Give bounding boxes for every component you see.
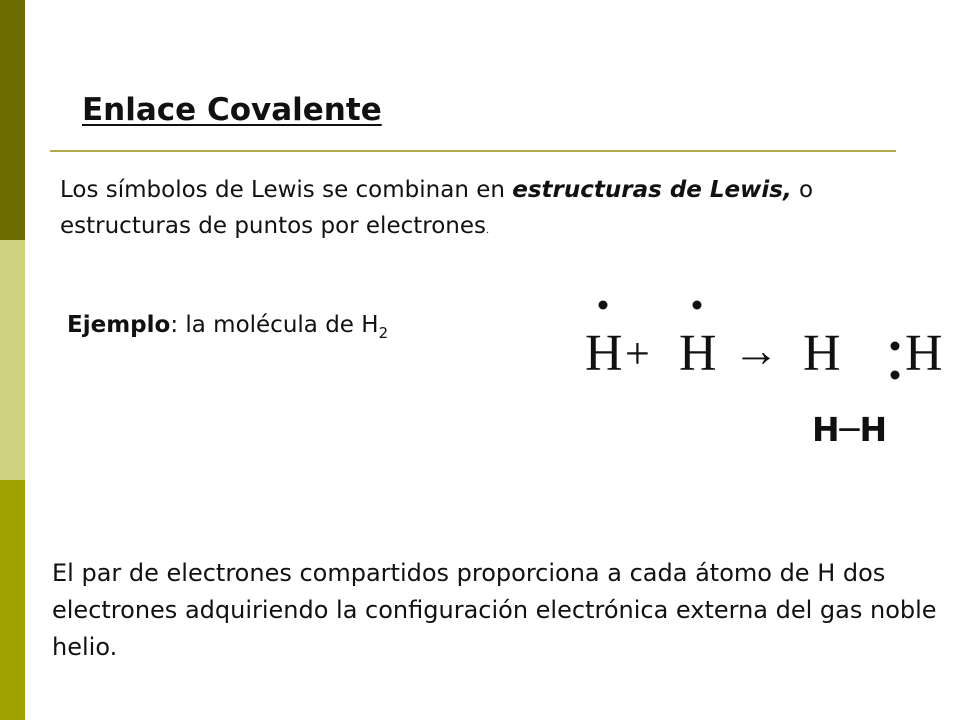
plus-sign: + [625,329,650,378]
shared-electron-dot-top [891,342,900,351]
example-line [67,312,388,342]
title-divider [50,150,896,152]
lewis-equation [575,292,945,392]
hydrogen-atom-4: H [905,325,943,382]
electron-dot-1 [599,301,608,310]
shared-electron-dot-bottom [891,371,900,380]
intro-emphasis: estructuras de Lewis, [512,177,792,203]
reaction-arrow: → [733,325,779,376]
electron-dot-2 [693,301,702,310]
covalent-bond-notation: H─H [812,410,888,449]
intro-text-2: o estructuras de puntos por electrones [60,177,814,239]
example-label: Ejemplo [67,312,171,338]
intro-period: . [486,225,490,236]
intro-text-1: Los símbolos de Lewis se combinan en [60,177,513,203]
closing-paragraph: El par de electrones compartidos proporciona a cada átomo de H dos electrones adquiriendo la configuración electrónica externa del gas noble helio. [52,559,937,661]
hydrogen-atom-1: H [585,325,623,382]
accent-bar-bottom [0,480,25,720]
hydrogen-atom-3: H [803,325,841,382]
accent-bar-top [0,0,25,240]
example-text: : la molécula de H [170,312,379,338]
hydrogen-atom-2: H [679,325,717,382]
slide-title: Enlace Covalente [82,92,382,128]
example-subscript: 2 [378,324,389,342]
accent-bar-middle [0,240,25,480]
intro-paragraph [60,172,920,249]
